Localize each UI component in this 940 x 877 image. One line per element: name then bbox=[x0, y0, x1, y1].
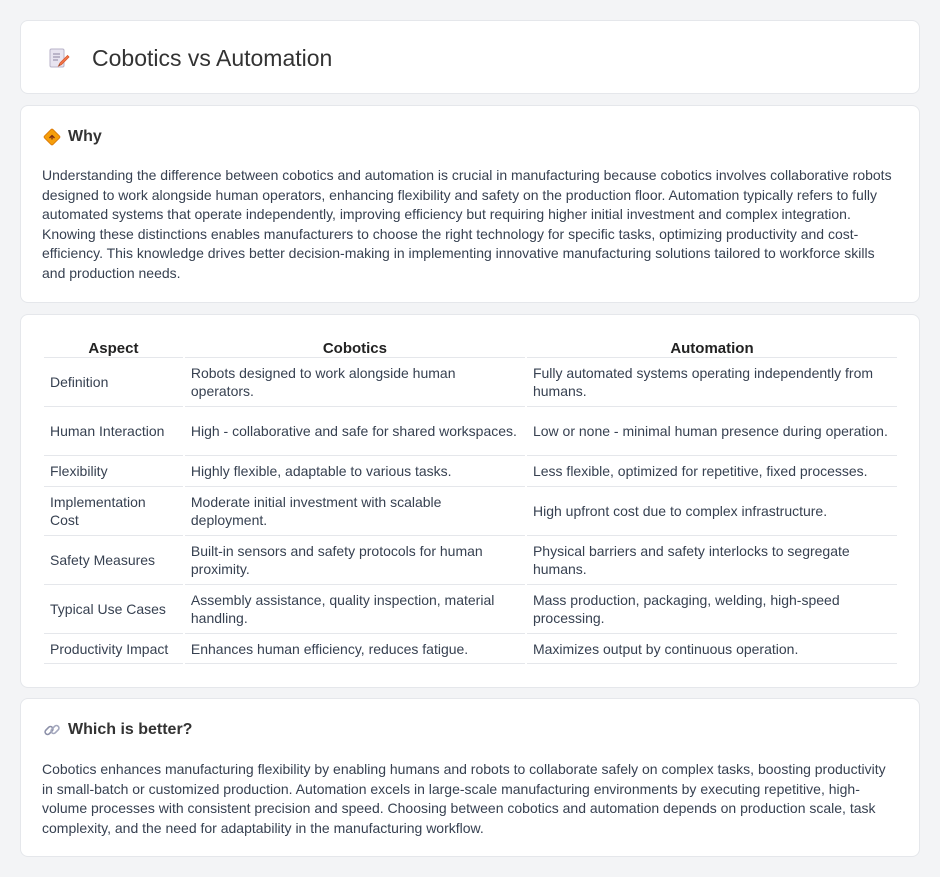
better-heading: Which is better? bbox=[68, 721, 193, 738]
better-heading-row bbox=[43, 720, 192, 740]
aspect-cell: Human Interaction bbox=[44, 407, 183, 456]
header-automation: Automation bbox=[527, 336, 897, 358]
automation-cell: Maximizes output by continuous operation. bbox=[527, 634, 897, 664]
cobotics-cell: Assembly assistance, quality inspection, material handling. bbox=[185, 585, 525, 634]
link-icon bbox=[43, 721, 61, 739]
diamond-sign-icon bbox=[43, 128, 61, 146]
cobotics-cell: High - collaborative and safe for shared workspaces. bbox=[185, 407, 525, 456]
aspect-cell: Flexibility bbox=[44, 456, 183, 487]
comparison-section bbox=[20, 314, 920, 688]
header-cobotics: Cobotics bbox=[185, 336, 525, 358]
aspect-cell: Definition bbox=[44, 358, 183, 407]
header-card bbox=[20, 20, 920, 94]
comparison-table bbox=[42, 336, 899, 664]
cobotics-cell: Robots designed to work alongside human operators. bbox=[185, 358, 525, 407]
automation-cell: Less flexible, optimized for repetitive, fixed processes. bbox=[527, 456, 897, 487]
cobotics-cell: Highly flexible, adaptable to various tasks. bbox=[185, 456, 525, 487]
table-row bbox=[44, 358, 897, 407]
table-row bbox=[44, 407, 897, 456]
page-title: Cobotics vs Automation bbox=[92, 45, 333, 71]
automation-cell: Physical barriers and safety interlocks to segregate humans. bbox=[527, 536, 897, 585]
table-row bbox=[44, 487, 897, 536]
automation-cell: High upfront cost due to complex infrastructure. bbox=[527, 487, 897, 536]
cobotics-cell: Moderate initial investment with scalable deployment. bbox=[185, 487, 525, 536]
automation-cell: Fully automated systems operating independently from humans. bbox=[527, 358, 897, 407]
table-row bbox=[44, 456, 897, 487]
document-pencil-icon bbox=[47, 46, 71, 70]
cobotics-cell: Built-in sensors and safety protocols for human proximity. bbox=[185, 536, 525, 585]
cobotics-cell: Enhances human efficiency, reduces fatigue. bbox=[185, 634, 525, 664]
which-better-section bbox=[20, 698, 920, 857]
automation-cell: Mass production, packaging, welding, high-speed processing. bbox=[527, 585, 897, 634]
aspect-cell: Typical Use Cases bbox=[44, 585, 183, 634]
table-row bbox=[44, 536, 897, 585]
table-header-row bbox=[44, 336, 897, 358]
why-text: Understanding the difference between cobotics and automation is crucial in manufacturing because cobotics involves collaborative robots designed to work alongside human operators, enhancing flexibility and safety on the production floor. Automation typically refers to fully automated systems that operate independently, improving efficiency but requiring higher initial investment and complex integration. Knowing these distinctions enables manufacturers to choose the right technology for specific tasks, optimizing productivity and cost-efficiency. This knowledge drives better decision-making in implementing innovative manufacturing solutions tailored to workforce skills and production needs. bbox=[42, 167, 892, 281]
aspect-cell: Productivity Impact bbox=[44, 634, 183, 664]
table-row bbox=[44, 585, 897, 634]
why-section bbox=[20, 105, 920, 303]
table-row bbox=[44, 634, 897, 664]
better-text: Cobotics enhances manufacturing flexibility by enabling humans and robots to collaborate safely on complex tasks, boosting productivity in small-batch or customized production. Automation excels in large-scale manufacturing environments by executing repetitive, high-volume processes with consistent precision and speed. Choosing between cobotics and automation depends on production scale, task complexity, and the need for adaptability in the manufacturing workflow. bbox=[42, 761, 886, 836]
aspect-cell: Implementation Cost bbox=[44, 487, 183, 536]
why-heading: Why bbox=[68, 128, 102, 145]
why-heading-row bbox=[43, 127, 102, 147]
automation-cell: Low or none - minimal human presence during operation. bbox=[527, 407, 897, 456]
header-aspect: Aspect bbox=[44, 336, 183, 358]
aspect-cell: Safety Measures bbox=[44, 536, 183, 585]
